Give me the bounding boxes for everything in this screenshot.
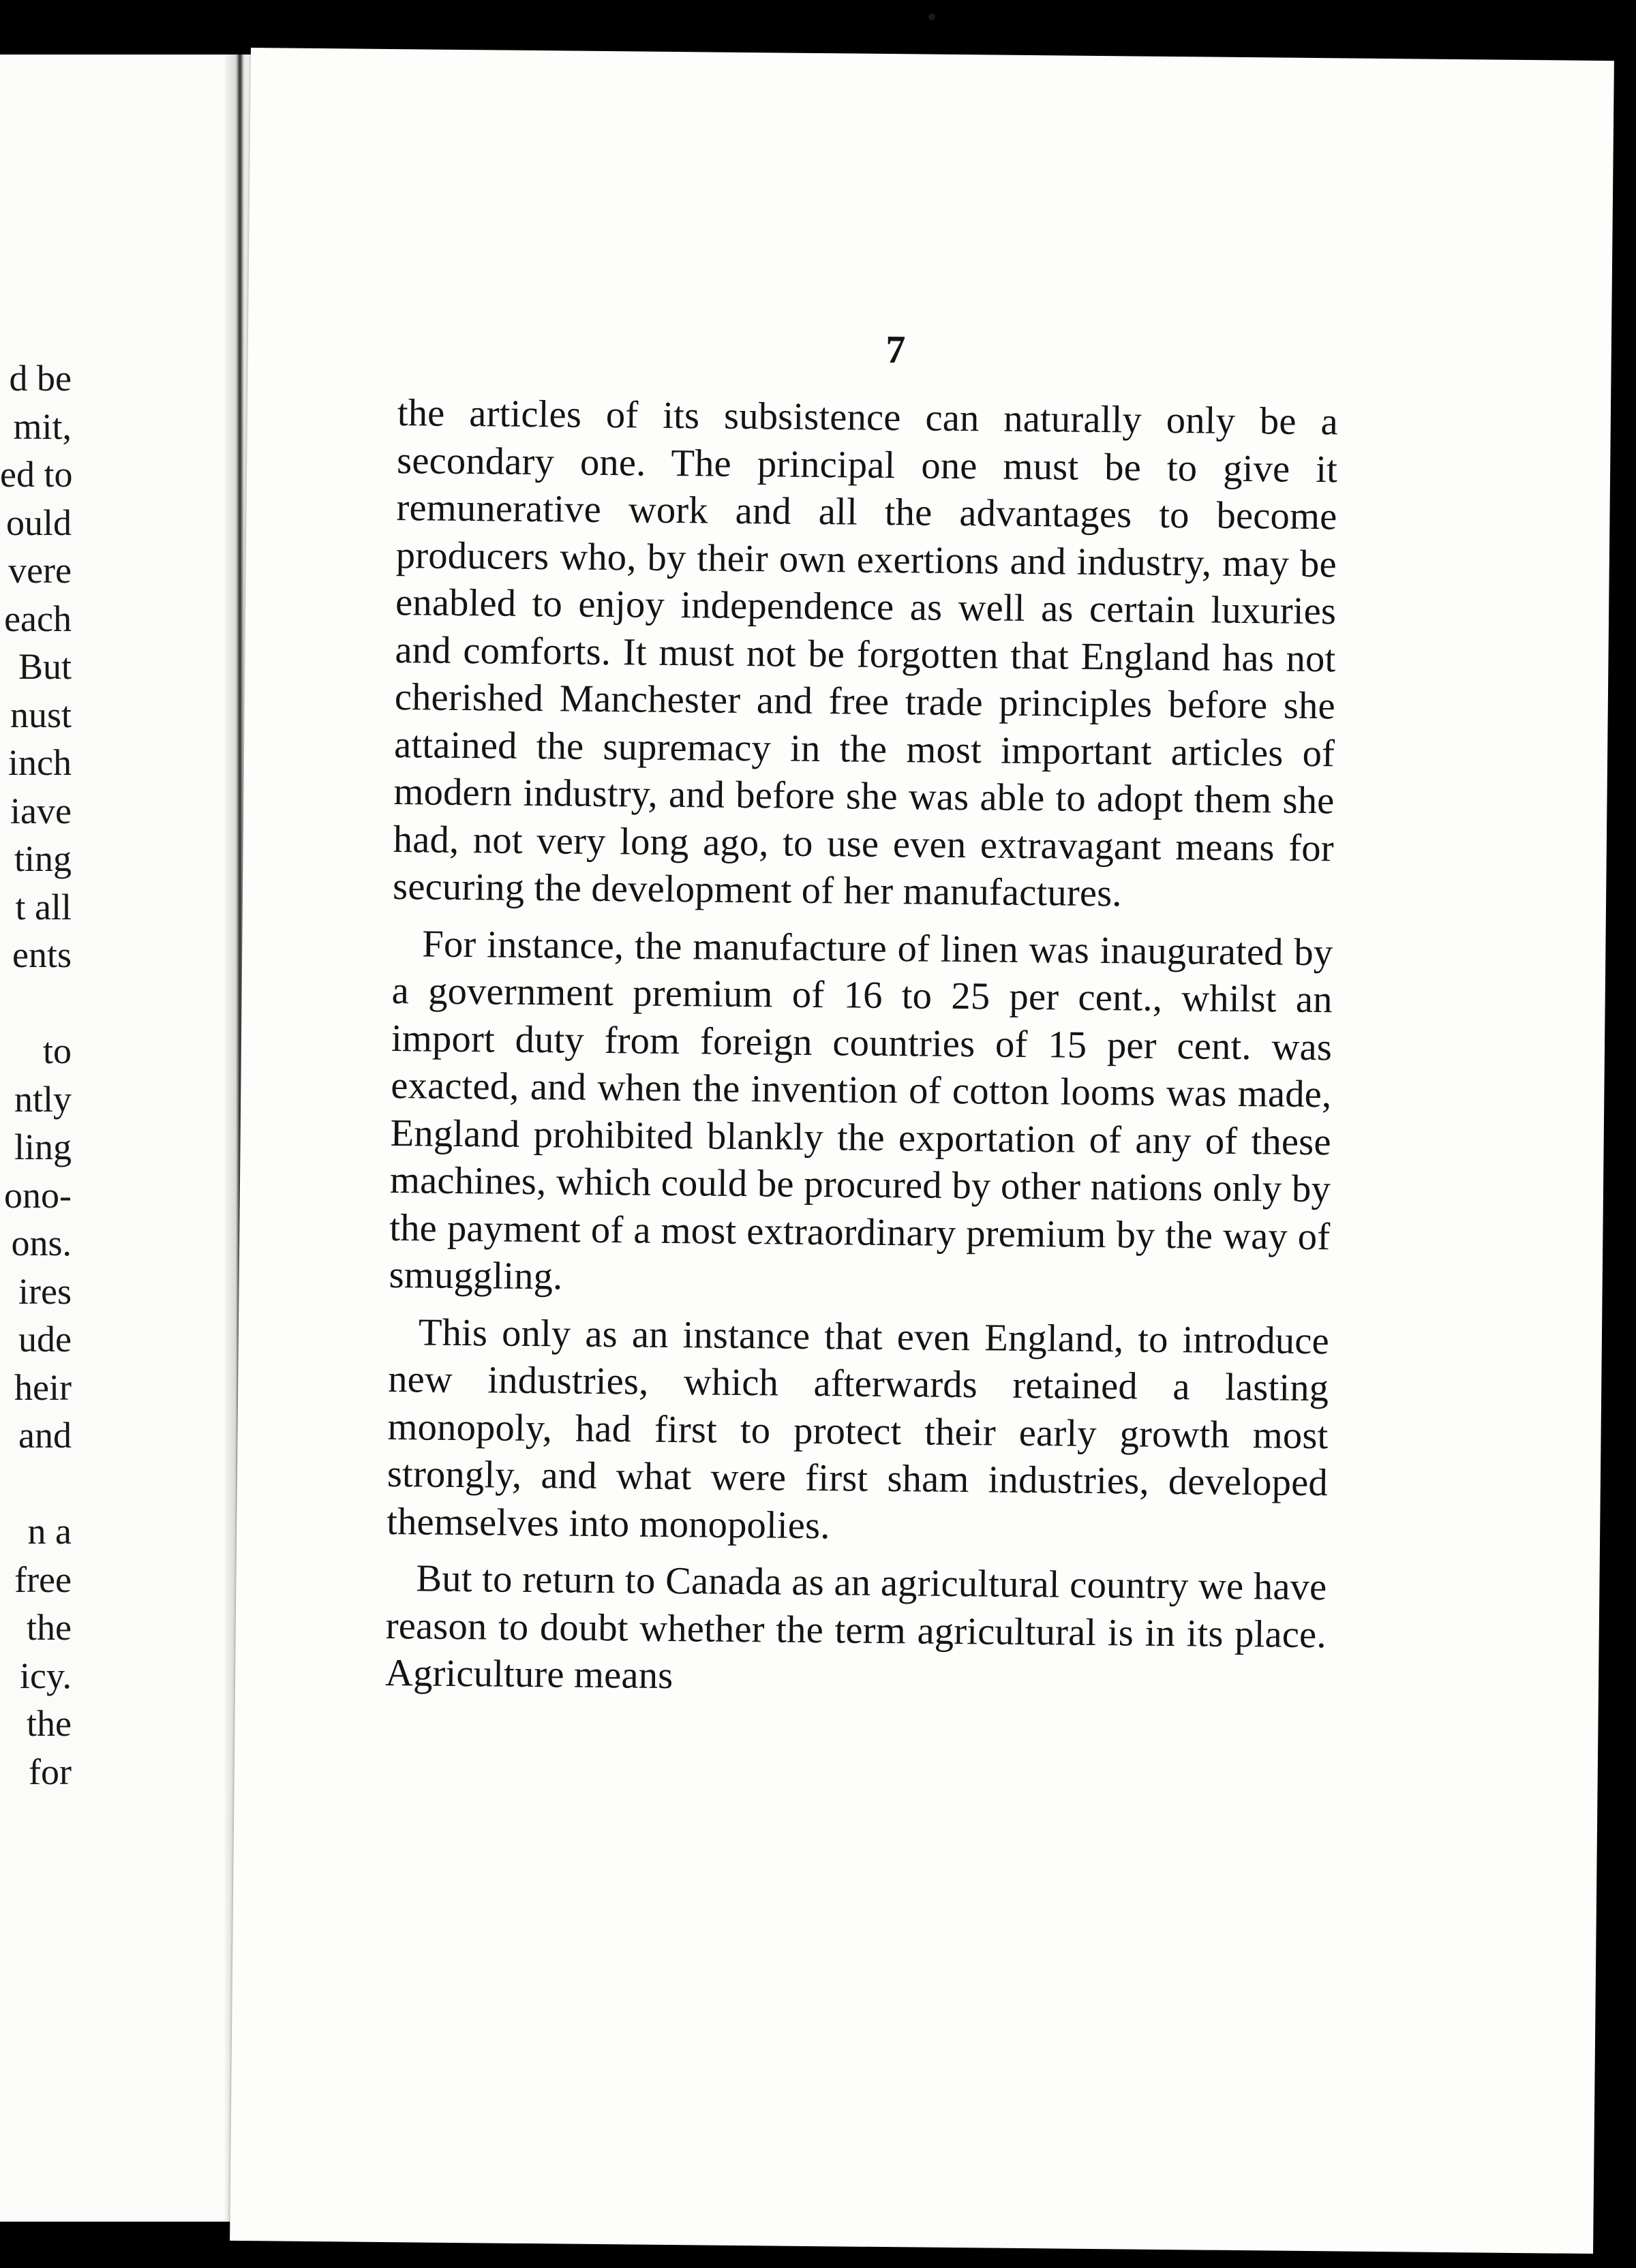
facing-page-line: the [27,1703,72,1744]
facing-page-line: vere [8,550,72,591]
facing-page-line: ting [14,838,72,879]
page-number: 7 [885,326,906,372]
scan-speck [928,14,935,20]
facing-page-line: inch [8,742,72,783]
facing-page-line: ents [12,934,72,975]
facing-page-line: and [18,1415,72,1456]
facing-page-line: each [4,598,72,639]
facing-page-line: nust [10,694,72,735]
paragraph-canada-agriculture: But to return to Canada as an agricultural country we have reason to doubt whether the term agricultural is in its place. Agriculture means [384,1557,1327,1698]
facing-page-line: iave [10,790,72,831]
facing-page-line: ude [18,1319,72,1360]
facing-page-line: the [27,1607,72,1648]
paragraph-linen-example: For instance, the manufacture of linen was inaugurated by a government premium of 16 to 25 per cent., whilst an import duty from foreign countries of 15 per cent. was exacted, and when the invention of cotton looms was made, England prohibited blankly the exportation of any of these machines, which could be procured by other nations only by the payment of a most extraordinary premium by the way of smuggling. [389,922,1333,1298]
paragraph-protection: This only as an instance that even England, to introduce new industries, which afterwards retained a lasting monopoly, had first to protect their early growth most strongly, and what were first sham industries, developed themselves into monopolies. [386,1311,1330,1547]
facing-page-line: for [29,1751,72,1792]
facing-page-line: But [18,646,72,687]
facing-page-line: ling [14,1127,72,1167]
paragraph-continued: the articles of its subsistence can naturally only be a secondary one. The principal one must be to give it remunerative work and all the advantages to become producers who, by their own exertions and industry, may be enabled to enjoy independence as well as certain luxuries and comforts. It must not be forgotten that England has not cherished Manchester and free trade principles before she attained the supremacy in the most important articles of modern industry, and before she was able to adopt them she had, not very long ago, to use even extravagant means for securing the development of her manufactures. [392,392,1339,915]
facing-page-line: to [42,1030,72,1071]
facing-page-line: t all [15,886,72,928]
facing-page-line: n a [27,1511,72,1552]
facing-page-line: ntly [14,1078,72,1120]
facing-page-fragment [0,55,225,2222]
page-body [385,390,1338,1716]
facing-page-line: icy. [20,1655,72,1696]
facing-page-line: mit, [13,405,72,447]
facing-page-line: ed to [0,454,73,495]
facing-page-line: ould [5,502,72,543]
facing-page-line: ires [18,1270,72,1312]
facing-page-line: free [14,1559,72,1600]
facing-page-line: d be [9,358,72,399]
facing-page-line: heir [14,1366,72,1408]
facing-page-line: ons. [11,1223,72,1263]
facing-page-line: ono- [4,1174,72,1216]
book-page [230,48,1614,2254]
